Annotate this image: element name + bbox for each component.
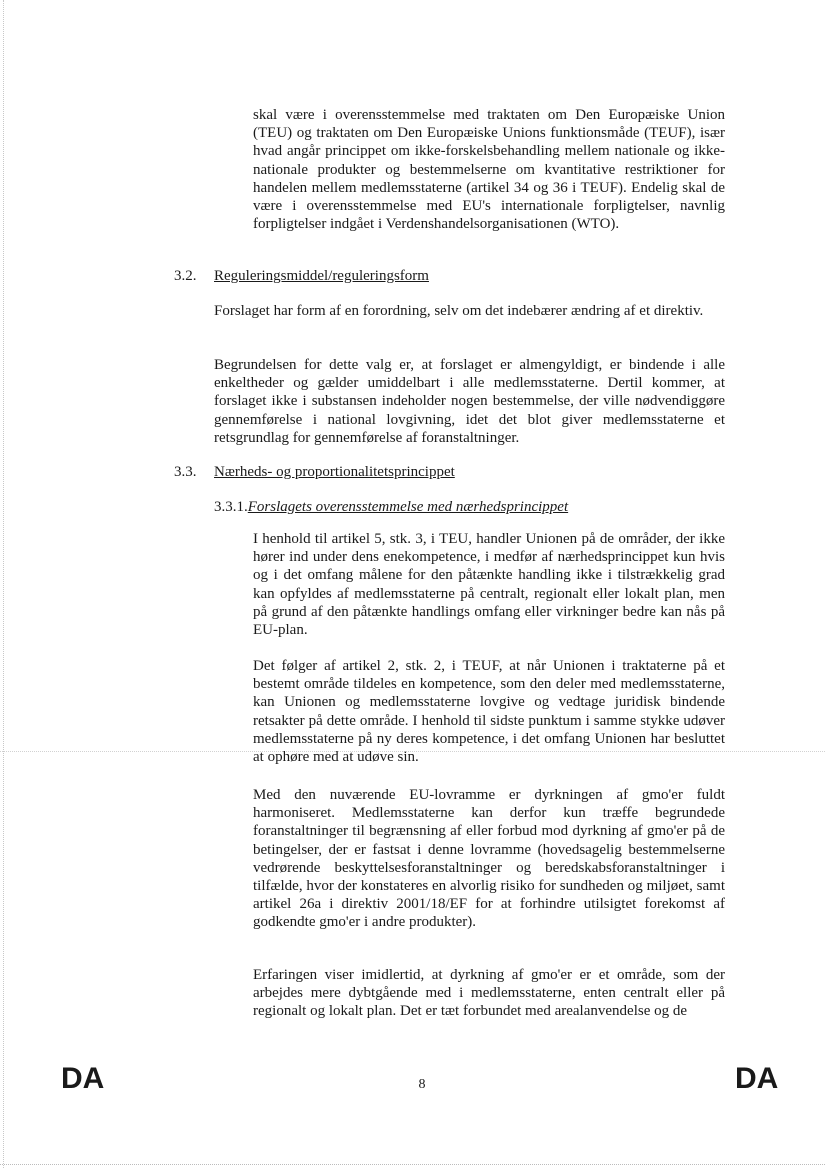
- paragraph-shared-competence: Det følger af artikel 2, stk. 2, i TEUF, at når Unionen i traktaterne på et bestemt område tildeles en kompetence, som den deler med medlemsstaterne, kan Unionen og medlemsstaterne lovgive og vedtage juridisk bindende retsakter på dette område. I henhold til sidste punktum i samme stykke udøver medlemsstaterne på ny deres kompetence, i det omfang Unionen har besluttet at ophøre med at udøve sin.: [253, 658, 725, 766]
- page-number: 8: [418, 1077, 426, 1092]
- subsection-title: Forslagets overensstemmelse med nærhedsprincippet: [247, 499, 569, 515]
- paragraph-eu-framework: Med den nuværende EU-lovramme er dyrkningen af gmo'er fuldt harmoniseret. Medlemsstaterne kan derfor kun træffe begrundede foranstaltninger til begrænsning af eller forbud mod dyrkning af gmo'er på de betingelser, der er fastsat i denne lovramme (hovedsagelig bestemmelserne vedrørende beskyttelsesforanstaltninger og beredskabsforanstaltninger i tilfælde, hvor der konstateres en alvorlig risiko for sundheden og miljøet, samt artikel 26a i direktiv 2001/18/EF for at forhindre utilsigtet forekomst af godkendte gmo'er i andre produkter).: [253, 787, 725, 931]
- scan-edge-line: [3, 0, 4, 1168]
- paragraph-justification: Begrundelsen for dette valg er, at forslaget er almengyldigt, er bindende i alle enkeltheder og gælder umiddelbart i alle medlemsstaterne. Dertil kommer, at forslaget ikke i substansen indeholder nogen bestemmelse, der ville nødvendiggøre gennemførelse i national lovgivning, idet det blot giver medlemsstaterne et retsgrundlag for gennemførelse af foranstaltninger.: [214, 357, 725, 446]
- paragraph-experience: Erfaringen viser imidlertid, at dyrkning af gmo'er er et område, som der arbejdes mere dybtgående med i medlemsstaterne, enten centralt eller på regionalt og lokalt plan. Det er tæt forbundet med arealanvendelse og de: [253, 967, 725, 1020]
- section-number: 3.2.: [174, 268, 197, 284]
- subsection-number: 3.3.1.: [214, 499, 248, 515]
- language-code-right: DA: [735, 1062, 779, 1095]
- paragraph-regulation-form: Forslaget har form af en forordning, selv om det indebærer ændring af et direktiv.: [214, 303, 704, 319]
- scan-bottom-line: [0, 1164, 825, 1165]
- subsection-heading-3-3-1: [214, 498, 568, 516]
- section-number: 3.3.: [174, 464, 197, 480]
- paragraph-subsidiarity-art5: I henhold til artikel 5, stk. 3, i TEU, handler Unionen på de områder, der ikke hører ind under dens enekompetence, i medfør af nærhedsprincippet kun hvis og i det omfang målene for den påtænkte handling ikke i tilstrækkelig grad kan opfyldes af medlemsstaterne på centralt, regionalt eller lokalt plan, men på grund af den påtænkte handlings omfang eller virkninger bedre kan nås på EU-plan.: [253, 531, 725, 639]
- paragraph-treaty-compliance: skal være i overensstemmelse med traktaten om Den Europæiske Union (TEU) og traktaten om Den Europæiske Unions funktionsmåde (TEUF), især hvad angår princippet om ikke-forskelsbehandling mellem nationale og ikke-nationale produkter og bestemmelserne om kvantitative restriktioner for handelen mellem medlemsstaterne (artikel 34 og 36 i TEUF). Endelig skal de være i overensstemmelse med EU's internationale forpligtelser, navnlig forpligtelser indgået i Verdenshandelsorganisationen (WTO).: [253, 107, 725, 233]
- language-code-left: DA: [61, 1062, 105, 1095]
- section-title: Reguleringsmiddel/reguleringsform: [214, 268, 429, 284]
- section-title: Nærheds- og proportionalitetsprincippet: [214, 464, 455, 480]
